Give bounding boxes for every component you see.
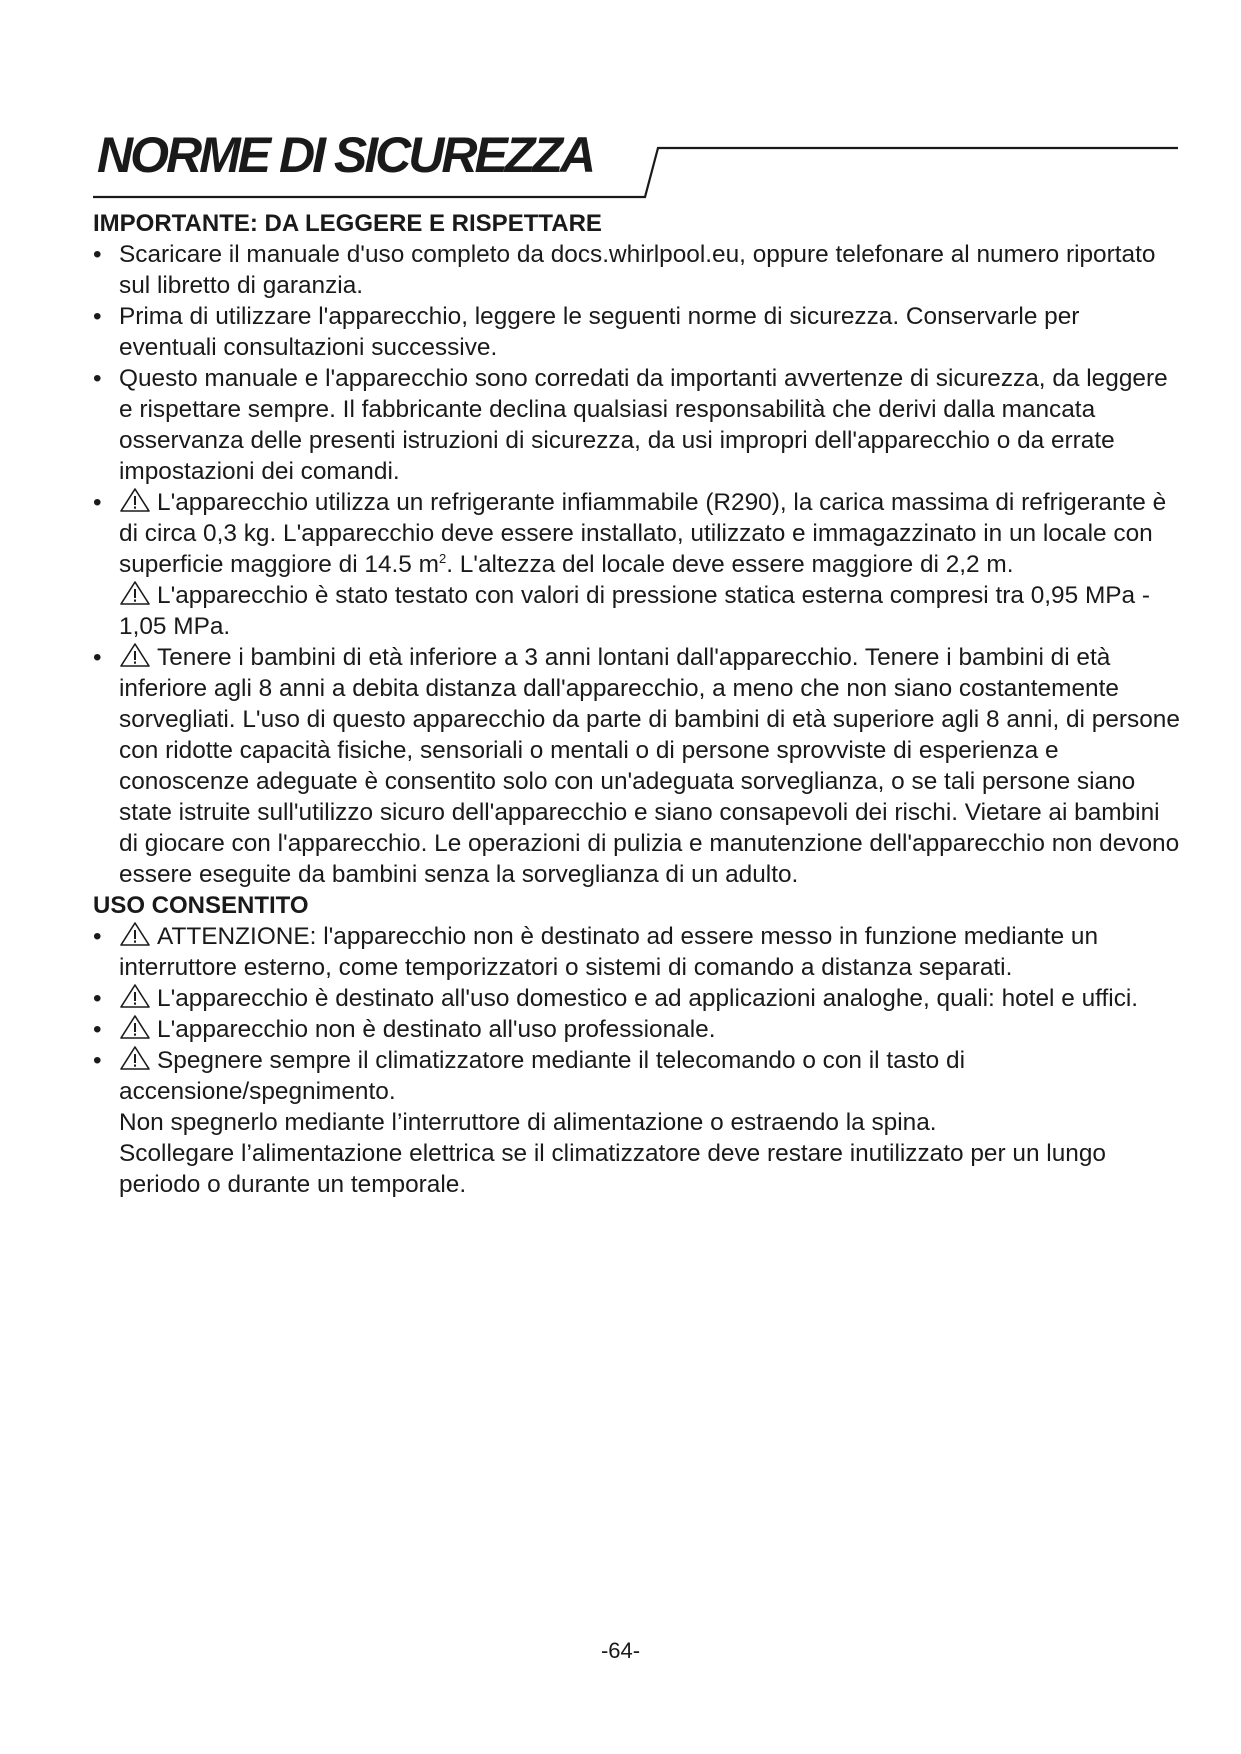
warning-triangle-icon [119, 487, 151, 513]
list-item [93, 363, 1183, 487]
bullet: • [93, 644, 102, 671]
bullet: • [93, 365, 102, 392]
item-text: Scaricare il manuale d'uso completo da docs.whirlpool.eu, oppure telefonare al numero riportato sul libretto di garanzia. [119, 241, 1156, 299]
item-text: Spegnere sempre il climatizzatore mediante il telecomando o con il tasto di accensione/spegnimento. [119, 1047, 966, 1105]
list-item [93, 921, 1183, 983]
list-item-refrigerant [93, 487, 1183, 642]
list-item [93, 983, 1183, 1014]
item-text: L'apparecchio non è destinato all'uso professionale. [157, 1016, 716, 1043]
list-item [93, 239, 1183, 301]
bullet: • [93, 1016, 102, 1043]
item-text: Tenere i bambini di età inferiore a 3 anni lontani dall'apparecchio. Tenere i bambini di età inferiore agli 8 anni a debita distanza dall'apparecchio, a meno che non siano costantemente sorvegliati. L'uso di questo apparecchio da parte di bambini di età superiore agli 8 anni, di persone con ridotte capacità fisiche, sensoriali o mentali o di persone sprovviste di esperienza e conoscenze adeguate è consentito solo con un'adeguata sorveglianza, o se tali persone siano state istruite sull'utilizzo sicuro dell'apparecchio e siano consapevoli dei rischi. Vietare ai bambini di giocare con l'apparecchio. Le operazioni di pulizia e manutenzione dell'apparecchio non devono essere eseguite da bambini senza la sorveglianza di un adulto. [119, 644, 1180, 888]
warning-triangle-icon [119, 983, 151, 1009]
item-text: L'apparecchio è destinato all'uso domestico e ad applicazioni analoghe, quali: hotel e uffici. [157, 985, 1139, 1012]
section-heading-uso-consentito: USO CONSENTITO [93, 892, 309, 919]
section-header [93, 118, 1178, 208]
list-item [93, 1045, 1183, 1200]
bullet: • [93, 241, 102, 268]
list-item-children [93, 642, 1183, 890]
superscript: 2 [438, 550, 447, 566]
item-text: L'apparecchio utilizza un refrigerante infiammabile (R290), la carica massima di refrigerante è di circa 0,3 kg. L'apparecchio deve essere installato, utilizzato e immagazzinato in un locale con superficie maggiore di 14.5 m [119, 489, 1167, 578]
warning-triangle-icon [119, 921, 151, 947]
continuation-line: Scollegare l’alimentazione elettrica se il climatizzatore deve restare inutilizzato per un lungo periodo o durante un temporale. [119, 1140, 1106, 1198]
item-text: ATTENZIONE: l'apparecchio non è destinato ad essere messo in funzione mediante un interruttore esterno, come temporizzatori o sistemi di comando a distanza separati. [119, 923, 1099, 981]
section-heading-importante: IMPORTANTE: DA LEGGERE E RISPETTARE [93, 210, 602, 237]
list-item [93, 301, 1183, 363]
bullet: • [93, 923, 102, 950]
warning-triangle-icon [119, 580, 151, 606]
pressure-note [119, 580, 1183, 642]
page-title: NORME DI SICUREZZA [97, 127, 593, 183]
title-underline-decoration [93, 118, 1178, 208]
bullet: • [93, 303, 102, 330]
page-number: -64- [600, 1638, 641, 1663]
item-text: Prima di utilizzare l'apparecchio, leggere le seguenti norme di sicurezza. Conservarle per eventuali consultazioni successive. [119, 303, 1080, 361]
item-text: . L'altezza del locale deve essere maggiore di 2,2 m. [446, 551, 1014, 578]
bullet: • [93, 489, 102, 516]
bullet: • [93, 1047, 102, 1074]
warning-triangle-icon [119, 642, 151, 668]
item-text: L'apparecchio è stato testato con valori di pressione statica esterna compresi tra 0,95 MPa - 1,05 MPa. [119, 582, 1150, 640]
warning-triangle-icon [119, 1045, 151, 1071]
list-item [93, 1014, 1183, 1045]
item-text: Questo manuale e l'apparecchio sono corredati da importanti avvertenze di sicurezza, da leggere e rispettare sempre. Il fabbricante declina qualsiasi responsabilità che derivi dalla mancata osservanza delle presenti istruzioni di sicurezza, da usi impropri dell'apparecchio o da errate impostazioni dei comandi. [119, 365, 1168, 485]
main-content [93, 208, 1183, 1200]
bullet: • [93, 985, 102, 1012]
warning-triangle-icon [119, 1014, 151, 1040]
continuation-line: Non spegnerlo mediante l’interruttore di alimentazione o estraendo la spina. [119, 1109, 937, 1136]
